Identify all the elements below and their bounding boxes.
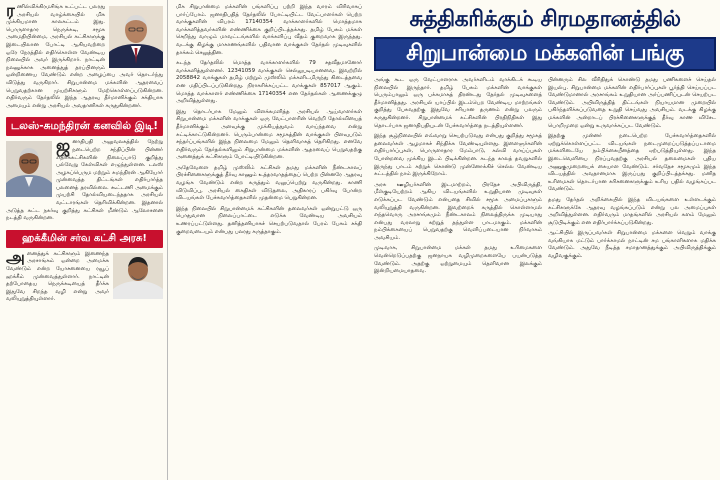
headline-line-1: சுத்திகரிக்கும் சிரமதானத்தில்	[409, 7, 681, 32]
middle-column	[170, 0, 366, 480]
intro-text: ணில்விக்கிரமசிங்க உட்பட்ட பலரது அரசியல் வாழ்க்கையில் மிக முக்கியமான காலகட்டம் இது. பொருளாதார நெருக்கடி, சமூக அமைதியின்மை, அரசியல் கட்சிகளுக்கு இடையிலான போட்டி ஆகியவற்றை ஒரே நேரத்தில் எதிர்கொள்ள வேண்டிய நிலையில் அவர் இருக்கிறார். நாட்டின் நலனுக்காக அனைத்துத் தரப்பினரும் ஒன்றிணைய வேண்டும் என்ற அழைப்பை அவர் தொடர்ந்து விடுத்து வருகிறார். சிறுபான்மை மக்களின் ஆதரவைப் பெறுவதற்கான முயற்சிகளும் மேற்கொள்ளப்படுகின்றன. எதிர்வரும் தேர்தலில் இந்த ஆதரவு தீர்மானிக்கும் சக்தியாக அமையும் என்று அரசியல் அவதானிகள் கருதுகின்றனர்.	[6, 4, 163, 109]
banner-hakeem: ஹக்கீமின் சர்வ கட்சி அரசு!	[6, 230, 163, 248]
article-b-para-3: தமது தேர்தல் அறிக்கையில் இந்த விடயங்களை உள்ளடக்கும் கட்சிகளுக்கே ஆதரவு வழங்கப்படும் என்று பல அமைப்புகள் அறிவித்துள்ளன. எதிர்வரும் மாதங்களில் அரசியல் களம் மேலும் சூடுபிடிக்கும் என எதிர்பார்க்கப்படுகின்றது.	[548, 196, 716, 226]
dropcap-3: அ	[6, 247, 25, 268]
article-b-para-2: இதற்கு முன்னர் நடைபெற்ற பேச்சுவார்த்தைகளில் ஏற்றுக்கொள்ளப்பட்ட விடயங்கள் நடைமுறைப்படுத்தப்படாமை மக்களிடையே நம்பிக்கையீனத்தை ஏற்படுத்தியுள்ளது. இந்த இடைவெளியை நிரப்புவதற்கு அரசியல் தலைமைகள் புதிய அணுகுமுறையைக் கையாள வேண்டும். சர்வதேச சமூகமும் இந்த விடயத்தில் அவதானமாக இருப்பது குறிப்பிடத்தக்கது. மனித உரிமைகள் தொடர்பான கரிசனைகளுக்கும் உரிய பதில் வழங்கப்பட வேண்டும்.	[548, 133, 716, 193]
article-a-para-3: அரசு ஊழியர்களின் இடமாற்றம், பிரதேச அபிவிருத்தி, மீள்குடியேற்றம் ஆகிய விடயங்களில் உறுதியான முடிவுகள் எடுக்கப்பட வேண்டும் என்பதை சிவில் சமூக அமைப்புகளும் வலியுறுத்தி வருகின்றன. இவற்றைக் கருத்தில் கொள்ளாமல் எந்தவொரு அரசாங்கமும் நீண்டகாலம் நிலைத்திருக்க முடியாது என்பது வரலாறு கற்றுத் தந்துள்ள பாடமாகும். மக்களின் நம்பிக்கையைப் பெறுவதற்கு வெளிப்படையான நிர்வாகம் அவசியம்.	[374, 181, 542, 241]
article-b-para-4: ஆட்சியில் இருப்பவர்கள் சிறுபான்மை மக்களை வெறும் வாக்கு வங்கியாக மட்டும் பார்க்காமல் நாட்டின் சம பங்காளிகளாக மதிக்க வேண்டும். அதுவே நீடித்த சமாதானத்துக்கும் அபிவிருத்திக்கும் வழிவகுக்கும்.	[548, 230, 716, 260]
section-2-text: னாதிபதி அலுவலகத்தில் நேற்று நடைபெற்ற சந்திப்பின் பின்னர் எதிர்க்கட்சிகளின் நிலைப்பாடு குறித்து பல்வேறு கேள்விகள் எழுந்துள்ளன. டலஸ் அழகப்பெரும மற்றும் சுமந்திரன் ஆகியோர் முன்வைத்த திட்டங்கள் எதிர்பார்த்த பலனைத் தரவில்லை. கூட்டணி அமைக்கும் முயற்சி தோல்வியடைந்ததாக அரசியல் வட்டாரங்கள் தெரிவிக்கின்றன. இதனால் அடுத்த கட்ட நகர்வு குறித்து கட்சிகள் மீண்டும் ஆலோசனை நடத்தி வருகின்றன.	[6, 139, 163, 222]
article-a-para-4: முடிவாக, சிறுபான்மை மக்கள் தமது உரிமைகளை வென்றெடுப்பதற்கு ஜனநாயக வழிமுறைகளையே பயன்படுத்த வேண்டும். அதற்கு ஒற்றுமையும் தெளிவான இலக்கும் இன்றியமையாதவை.	[374, 245, 542, 275]
article-a-para-2: இந்த சூழ்நிலையில் எவ்வாறு செயற்படுவது என்பது குறித்து சமூகத் தலைவர்கள் ஆழமாகச் சிந்திக்க வேண்டியுள்ளது. இளைஞர்களின் எதிர்பார்ப்புகள், பொருளாதார மேம்பாடு, கல்வி வாய்ப்புகள் போன்றவை முக்கிய இடம் பிடிக்கின்றன. கடந்த காலத் தவறுகளில் இருந்து பாடம் கற்றுக் கொண்டு முன்னோக்கிச் செல்ல வேண்டிய கட்டத்தில் நாம் இருக்கிறோம்.	[374, 133, 542, 178]
politician-photo-2	[6, 141, 52, 197]
article-column-a	[374, 77, 542, 276]
middle-para-2: கடந்த தேர்தலில் மொத்த வாக்காளர்களில் 79 சதவீதமானோர் வாக்களித்துள்ளனர். 12341059 வாக்குகள் செல்லுபடியானவை. இவற்றில் 2058842 வாக்குகள் தமிழ் மற்றும் முஸ்லிம் மக்களிடமிருந்து கிடைத்தவை என மதிப்பிடப்படுகின்றது. நிராகரிக்கப்பட்ட வாக்குகள் 857017 ஆகும். மொத்த வாக்காளர் எண்ணிக்கை 17140354 என தேர்தல்கள் ஆணைக்குழு அறிவித்துள்ளது.	[176, 60, 362, 105]
article-b-para-1: பின்னரும் சில வீரிதிதுக் கொண்டு தமது பணிகளைச் செய்தல் இயல்பு. சிறுபான்மை மக்களின் எதிர்பார்ப்புகள் பூர்த்தி செய்யப்பட வேண்டுமானால் அரசாங்கம் உறுதியான அர்ப்பணிப்புடன் செயற்பட வேண்டும். அபிவிருத்தித் திட்டங்கள் நியாயமான முறையில் பகிர்ந்தளிக்கப்படுவதை உறுதி செய்வது அவசியம். வடக்கு கிழக்கு மக்களின் அன்றாடப் பிரச்சினைகளுக்குத் தீர்வு காண விசேட பொறிமுறை ஒன்று உருவாக்கப்பட வேண்டும்.	[548, 77, 716, 129]
portrait-image	[113, 253, 163, 299]
politician-photo-1	[109, 6, 163, 68]
headline-line-2: சிறுபான்மை மக்களின் பங்கு	[374, 37, 716, 71]
portrait-image	[109, 6, 163, 68]
politician-photo-3	[113, 253, 163, 299]
article-a-para-1: அங்கு கூட ஒரு வேட்பாளராக அவர்களிடம் வாக்கிடக் கூடிய நிலையில் இருந்தார். தமிழ் பேசும் மக்களின் வாக்குகள் பெரும்பாலும் ஒரு பக்கமாகத் திரண்டது தேர்தல் முடிவுகளைத் தீர்மானித்தது. அரசியல் யாப்பில் இடம்பெற வேண்டிய மாற்றங்கள் குறித்து பேசுவதற்கு இதுவே சரியான தருணம் என்று பலரும் கருதுகின்றனர். சிறுபான்மைக் கட்சிகளின் பிரதிநிதிகள் இது தொடர்பாக ஜனாதிபதியுடன் பேச்சுவார்த்தை நடத்தியுள்ளனர்.	[374, 77, 542, 129]
dropcap-1: ர	[6, 1, 15, 21]
middle-para-5: இந்த நிலையில் சிறுபான்மைக் கட்சிகளின் தலைவர்கள் ஒன்றுபட்டு ஒரு பொதுவான நிலைப்பாட்டை எடுக்க வேண்டிய அவசியம் உணரப்பட்டுள்ளது. தனித்தனியாகச் செயற்படுவதால் பேரம் பேசும் சக்தி குறைவடையும் என்பது பலரது கருத்தாகும்.	[176, 205, 362, 235]
portrait-image	[6, 141, 52, 197]
article-column-b	[548, 77, 716, 276]
main-article	[368, 0, 720, 480]
banner-dullas-sumanthiran: டலஸ்-சுமந்திரன் கனவில் இடி!	[6, 117, 163, 136]
section-3-text: னைத்துக் கட்சிகளும் இணைந்த அரசாங்கம் ஒன்றை அமைக்க வேண்டும் என்ற யோசனையை ரவூப் ஹக்கீம் முன்வைத்துள்ளார். நாட்டின் தற்போதைய நெருக்கடியைத் தீர்க்க இதுவே சிறந்த வழி என்று அவர் வலியுறுத்தியுள்ளார்.	[6, 250, 109, 303]
dropcap-2: ஜ	[56, 136, 71, 157]
middle-para-3: இது தொடர்பாக மேலும் விளக்கமளித்த அரசியல் ஆய்வாளர்கள் சிறுபான்மை மக்களின் வாக்குகள் ஒரு வேட்பாளரின் வெற்றி தோல்வியைத் தீர்மானிக்கும் அளவுக்கு முக்கியத்துவம் வாய்ந்தவை என்று சுட்டிக்காட்டுகின்றனர். பெரும்பான்மை சமூகத்தின் வாக்குகள் பிளவுபடும் சந்தர்ப்பங்களில் இந்த நிலைமை மேலும் தெளிவாகத் தெரிகிறது. எனவே எதிர்வரும் தேர்தல்களிலும் சிறுபான்மை மக்களின் ஆதரவைப் பெறுவதற்கு அனைத்துக் கட்சிகளும் போட்டியிடுகின்றன.	[176, 108, 362, 161]
article-body	[368, 71, 720, 276]
left-column	[0, 0, 168, 480]
middle-para-4: அதேவேளை தமிழ் முஸ்லிம் கட்சிகள் தமது மக்களின் நீண்டகாலப் பிரச்சினைகளுக்குத் தீர்வு காணும் உத்தரவாதத்தைப் பெற்ற பின்னரே ஆதரவு வழங்க வேண்டும் என்ற கருத்தும் வலுப்பெற்று வருகின்றது. காணி விடுவிப்பு, அரசியல் கைதிகள் விடுதலை, அதிகாரப் பகிர்வு போன்ற விடயங்கள் பேச்சுவார்த்தைகளில் முதன்மை பெறுகின்றன.	[176, 164, 362, 202]
headline-block	[368, 0, 720, 71]
middle-para-1: மிக சிறுபான்மை மக்களின் பங்களிப்பு பற்றி இந்த வாரம் விரிவாகப் பார்ப்போம். ஜனாதிபதித் தேர்தலில் போட்டியிட்ட வேட்பாளர்கள் பெற்ற வாக்குகளின் விபரம் 17140354 வாக்காளர்களில் மொத்தமாக வாக்களித்தவர்களின் எண்ணிக்கை குறிப்பிடத்தக்கது. தமிழ் பேசும் மக்கள் செறிந்து வாழும் மாவட்டங்களில் வாக்களிப்பு வீதம் குறைவாக இருந்தது. வடக்கு கிழக்கு மாகாணங்களில் பதிவான வாக்குகள் தேர்தல் முடிவுகளில் தாக்கம் செலுத்தின.	[176, 4, 362, 56]
